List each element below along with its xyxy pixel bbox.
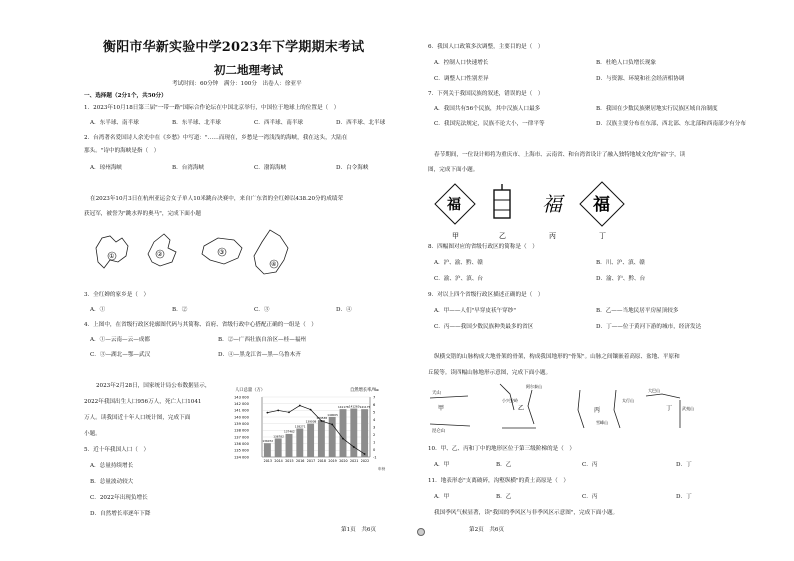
chart-y-tick: 139 000: [234, 421, 249, 426]
q9-option-c[interactable]: C．丙——我国少数民族种类最多的省区: [434, 324, 534, 330]
chart-bar-label: 138271: [294, 424, 306, 429]
section-heading: 一、选择题（2分1个，共50分）: [84, 93, 167, 99]
q1-option-d[interactable]: D．西半球、北半球: [336, 120, 386, 126]
chart-rate-point: [321, 420, 323, 422]
q5-option-d[interactable]: D．自然增长率逐年下降: [90, 511, 151, 517]
chart-x-tick: 2018: [317, 459, 326, 463]
intro-population-l4: 小题。: [84, 431, 101, 437]
q3-option-d[interactable]: D．④: [336, 307, 352, 313]
chart-bar: [318, 420, 325, 457]
chart-bar-label: 141178: [338, 404, 349, 409]
q11-option-d[interactable]: D．丁: [676, 494, 692, 500]
q8-stem: 8．四幅图对应的省级行政区的简称是（ ）: [428, 244, 538, 250]
q4-option-b[interactable]: B．②—广西壮族自治区—桂—福州: [218, 337, 307, 343]
q8-option-c[interactable]: C．渝、沪、滇、台: [434, 276, 484, 282]
intro-fu-cont: 图，完成下面小题。: [428, 167, 479, 173]
chart-x-tick: 2014: [274, 459, 283, 463]
svg-text:福: 福: [593, 195, 610, 215]
chart-y2-tick: 6: [373, 402, 376, 407]
chart-rate-point: [310, 409, 312, 411]
intro-monsoon: 我国季风气候显著，读"我国的季风区与非季风区示意图"，完成下面小题。: [434, 510, 619, 516]
q2-option-c[interactable]: C．渤海海峡: [254, 165, 287, 171]
mtn-label-yi: 乙: [518, 405, 525, 412]
intro-population-l2: 2022年我国出生人口956万人，死亡人口1041: [84, 399, 202, 405]
fu-label-jia: 甲: [452, 232, 459, 240]
q6-option-b[interactable]: B．杜绝人口负增长现象: [596, 60, 657, 66]
intro-mountains-cont: 丘陵等。读四幅山脉地形示意图，完成下面小题。: [428, 370, 552, 376]
map-label-3: ③: [219, 249, 225, 256]
exam-meta: 考试时间：60分钟 满分：100分 出卷人：徐亚平: [172, 81, 302, 87]
q11-option-b[interactable]: B．乙: [496, 494, 512, 500]
chart-right-label: 自然增长率/‰: [350, 388, 379, 393]
q8-option-a[interactable]: A．沪、渝、黔、赣: [434, 260, 483, 266]
map-label-4: ④: [271, 261, 277, 268]
chart-y2-tick: 7: [373, 395, 376, 400]
chart-bar-label: 140005: [327, 412, 338, 417]
chart-y2-tick: 0: [373, 447, 376, 452]
q8-option-b[interactable]: B．川、沪、滇、赣: [596, 260, 645, 266]
q6-option-d[interactable]: D．与资源、环境和社会经济相协调: [596, 76, 685, 82]
chart-x-tick: 2016: [296, 459, 305, 463]
intro-diving-cont: 获冠军，被誉为"跳水界的奥马"，完成下面小题: [84, 211, 202, 217]
chart-bar: [296, 429, 303, 457]
chart-bar-label: 137462: [284, 429, 295, 434]
q3-stem: 3．全红婵的家乡是（ ）: [84, 292, 150, 298]
mtn-label-jia: 甲: [438, 405, 445, 412]
q10-option-b[interactable]: B．乙: [496, 462, 512, 468]
q2-option-a[interactable]: A．琼州海峡: [90, 165, 123, 171]
chart-bar: [340, 409, 347, 457]
q7-option-b[interactable]: B．我国在少数民族聚居地实行民族区域自治制度: [596, 106, 718, 112]
chart-rate-point: [299, 405, 301, 407]
q2-option-b[interactable]: B．台湾海峡: [172, 165, 205, 171]
q6-option-a[interactable]: A．控制人口快速增长: [434, 60, 489, 66]
q1-stem: 1．2023年10月18日第三届"一带一路"国际合作论坛在中国北京举行，中国位于地球上的位置是（ ）: [84, 105, 340, 111]
mtn-label-bing: 丙: [594, 407, 601, 414]
exam-title: 衡阳市华新实验中学2023年下学期期末考试: [103, 40, 365, 55]
intro-diving: 在2023年10月3日在杭州亚运会女子单人10米跳台决赛中，来自广东省的全红婵以438.20分的成绩荣: [90, 196, 343, 202]
q8-option-d[interactable]: D．渝、沪、黔、台: [596, 276, 646, 282]
map-label-2: ②: [157, 251, 163, 258]
binding-hole-icon: [417, 528, 425, 536]
chart-y2-tick: 1: [373, 440, 376, 445]
q10-option-a[interactable]: A．甲: [434, 462, 450, 468]
fu-label-bing: 丙: [549, 232, 556, 240]
chart-bar-label: 139538: [316, 415, 328, 420]
chart-bar: [350, 409, 357, 457]
fu-label-yi: 乙: [499, 232, 506, 240]
chart-rate-point: [277, 410, 279, 412]
q2-option-d[interactable]: D．白令海峡: [336, 165, 369, 171]
q11-option-a[interactable]: A．甲: [434, 494, 450, 500]
chart-rate-point: [331, 424, 333, 426]
q4-stem: 4．上图中，在省级行政区轮廓图代码与其简称、首府、省级行政中心搭配正确的一组是（ ）: [84, 322, 317, 328]
q7-option-d[interactable]: D．汉族主要分布在东部，西北部、东北部和西南部少有分布: [596, 121, 746, 127]
page-number-left: 第1页 共6页: [341, 527, 377, 533]
chart-bar: [275, 438, 282, 457]
chart-y2-tick: 3: [373, 425, 376, 430]
chart-y2-tick: 4: [373, 417, 376, 422]
chart-bar-label: 136072: [262, 438, 274, 443]
chart-y2-tick: 2: [373, 432, 376, 437]
page-number-right: 第2页 共6页: [469, 527, 505, 533]
q9-option-d[interactable]: D．丁——位于黄河下游的城市，经济发达: [596, 324, 702, 330]
chart-x-tick: 2019: [328, 459, 337, 463]
svg-text:福: 福: [447, 197, 461, 213]
chart-y-tick: 135 000: [234, 448, 249, 453]
mtn-m2: 小兴安岭: [502, 398, 518, 403]
q10-option-d[interactable]: D．丁: [676, 462, 692, 468]
mtn-m5: 大巴山: [648, 388, 660, 393]
map-label-1: ①: [109, 253, 115, 260]
q9-option-a[interactable]: A．甲——人们"早穿皮袄午穿纱": [434, 308, 516, 314]
q7-option-a[interactable]: A．我国共有56个民族，其中汉族人口最多: [434, 106, 541, 112]
chart-rate-point: [353, 446, 355, 448]
chart-y-tick: 141 000: [234, 408, 249, 413]
mtn-tianshan: 天山: [432, 391, 441, 396]
q9-stem: 9．对以上四个省级行政区描述正确的是（ ）: [428, 292, 544, 298]
mtn-m1: 阿尔泰山: [526, 384, 542, 389]
q11-stem: 11．地表形态"支离破碎，沟壑纵横"的黄土高原是（ ）: [428, 478, 569, 484]
chart-y-tick: 143 000: [234, 395, 249, 400]
q4-option-d[interactable]: D．④—黑龙江省—黑—乌鲁木齐: [218, 352, 301, 358]
chart-bar: [286, 434, 293, 457]
chart-x-tick: 2013: [263, 459, 272, 463]
chart-left-label: 人口总量（万）: [235, 388, 266, 393]
population-chart: [232, 385, 402, 473]
q3-option-c[interactable]: C．③: [254, 307, 270, 313]
chart-rate-point: [267, 412, 269, 414]
chart-bar: [329, 417, 336, 457]
chart-xlabel: 年份: [378, 467, 386, 471]
q7-stem: 7．下列关于我国民族的叙述，错误的是（ ）: [428, 91, 544, 97]
q5-option-b[interactable]: B．总量波动较大: [90, 479, 134, 485]
q5-stem: 5．近十年我国人口（ ）: [84, 447, 150, 453]
chart-x-tick: 2015: [285, 459, 294, 463]
chart-y-tick: 134 000: [234, 455, 249, 460]
q3-option-b[interactable]: B．②: [172, 307, 188, 313]
chart-x-tick: 2020: [339, 459, 348, 463]
chart-bar-label: 139008: [305, 419, 317, 424]
chart-y-tick: 137 000: [234, 435, 249, 440]
mountain-diagrams: [428, 380, 696, 434]
chart-y2-tick: -1: [373, 455, 377, 460]
q3-option-a[interactable]: A．①: [90, 307, 106, 313]
q7-option-c[interactable]: C．我国宪法规定，民族不论大小，一律平等: [434, 121, 545, 127]
chart-x-tick: 2021: [350, 459, 359, 463]
q10-option-c[interactable]: C．丙: [582, 462, 598, 468]
fu-label-ding: 丁: [599, 232, 606, 240]
q11-option-c[interactable]: C．丙: [582, 494, 598, 500]
chart-y-tick: 136 000: [234, 441, 249, 446]
province-outline-maps: [92, 226, 342, 281]
chart-x-tick: 2022: [360, 459, 370, 463]
chart-rate-line: [267, 406, 364, 454]
chart-bar: [361, 409, 368, 457]
mtn-m3: 太行山: [622, 398, 634, 403]
mtn-label-ding: 丁: [666, 405, 673, 412]
mtn-kunlun: 昆仑山: [432, 429, 446, 434]
q5-option-c[interactable]: C．2022年出现负增长: [90, 495, 148, 501]
chart-y2-tick: 5: [373, 410, 376, 415]
q1-option-a[interactable]: A．东半球、南半球: [90, 120, 139, 126]
chart-rate-point: [364, 453, 366, 455]
chart-rate-point: [342, 438, 344, 440]
q1-option-c[interactable]: C．西半球、南半球: [254, 120, 304, 126]
chart-bar-label: 136782: [273, 434, 284, 439]
q5-option-a[interactable]: A．总量持续增长: [90, 463, 134, 469]
q4-option-c[interactable]: C．③—湖北—鄂—武汉: [90, 352, 151, 358]
q2-stem-cont: 那头。"诗中的海峡是指（ ）: [84, 148, 160, 154]
intro-fu: 春节期间，一位设计师将为重庆市、上海市、云南省、和台湾省设计了融入独特地域文化的"福"字，读: [434, 152, 686, 158]
chart-bar-label: 141175: [359, 404, 371, 409]
chart-bar-label: 141260: [348, 404, 360, 409]
q9-option-b[interactable]: B．乙——当地民居平房屋顶较多: [596, 308, 679, 314]
mtn-m6: 武夷山: [682, 406, 694, 411]
chart-x-tick: 2017: [306, 459, 316, 463]
exam-subtitle: 初二地理考试: [214, 63, 283, 77]
fu-character-designs: [430, 178, 640, 240]
mtn-m4: 雪峰山: [596, 420, 608, 425]
q1-option-b[interactable]: B．东半球、北半球: [172, 120, 221, 126]
intro-mountains: 纵横交错的山脉构成大地骨架的骨架，构成我国地形的"骨架"。山脉之间镶嵌着高原、盆地、平原和: [434, 354, 680, 360]
chart-y-tick: 138 000: [234, 428, 249, 433]
intro-population-l3: 万人。读我国近十年人口统计图，完成下面: [84, 415, 191, 421]
chart-bar: [264, 443, 271, 457]
q2-stem: 2．台湾著名爱国诗人余光中在《乡愁》中写道："……而现在，乡愁是一湾浅浅的海峡，我在这头，大陆在: [84, 135, 348, 141]
q10-stem: 10．甲、乙、丙和丁中的地形区位于第三级阶梯的是（ ）: [428, 446, 575, 452]
q6-stem: 6．我国人口政策多次调整，主要目的是（ ）: [428, 44, 544, 50]
chart-y-tick: 142 000: [234, 401, 249, 406]
intro-population: 2023年2月28日，国家统计局公布数据显示，: [96, 383, 211, 389]
chart-y-tick: 140 000: [234, 415, 249, 420]
svg-text:福: 福: [542, 192, 562, 216]
chart-bar: [307, 424, 314, 457]
q6-option-c[interactable]: C．调整人口性别差异: [434, 76, 489, 82]
chart-rate-point: [288, 411, 290, 413]
q4-option-a[interactable]: A．①—云南—云—成都: [90, 337, 150, 343]
